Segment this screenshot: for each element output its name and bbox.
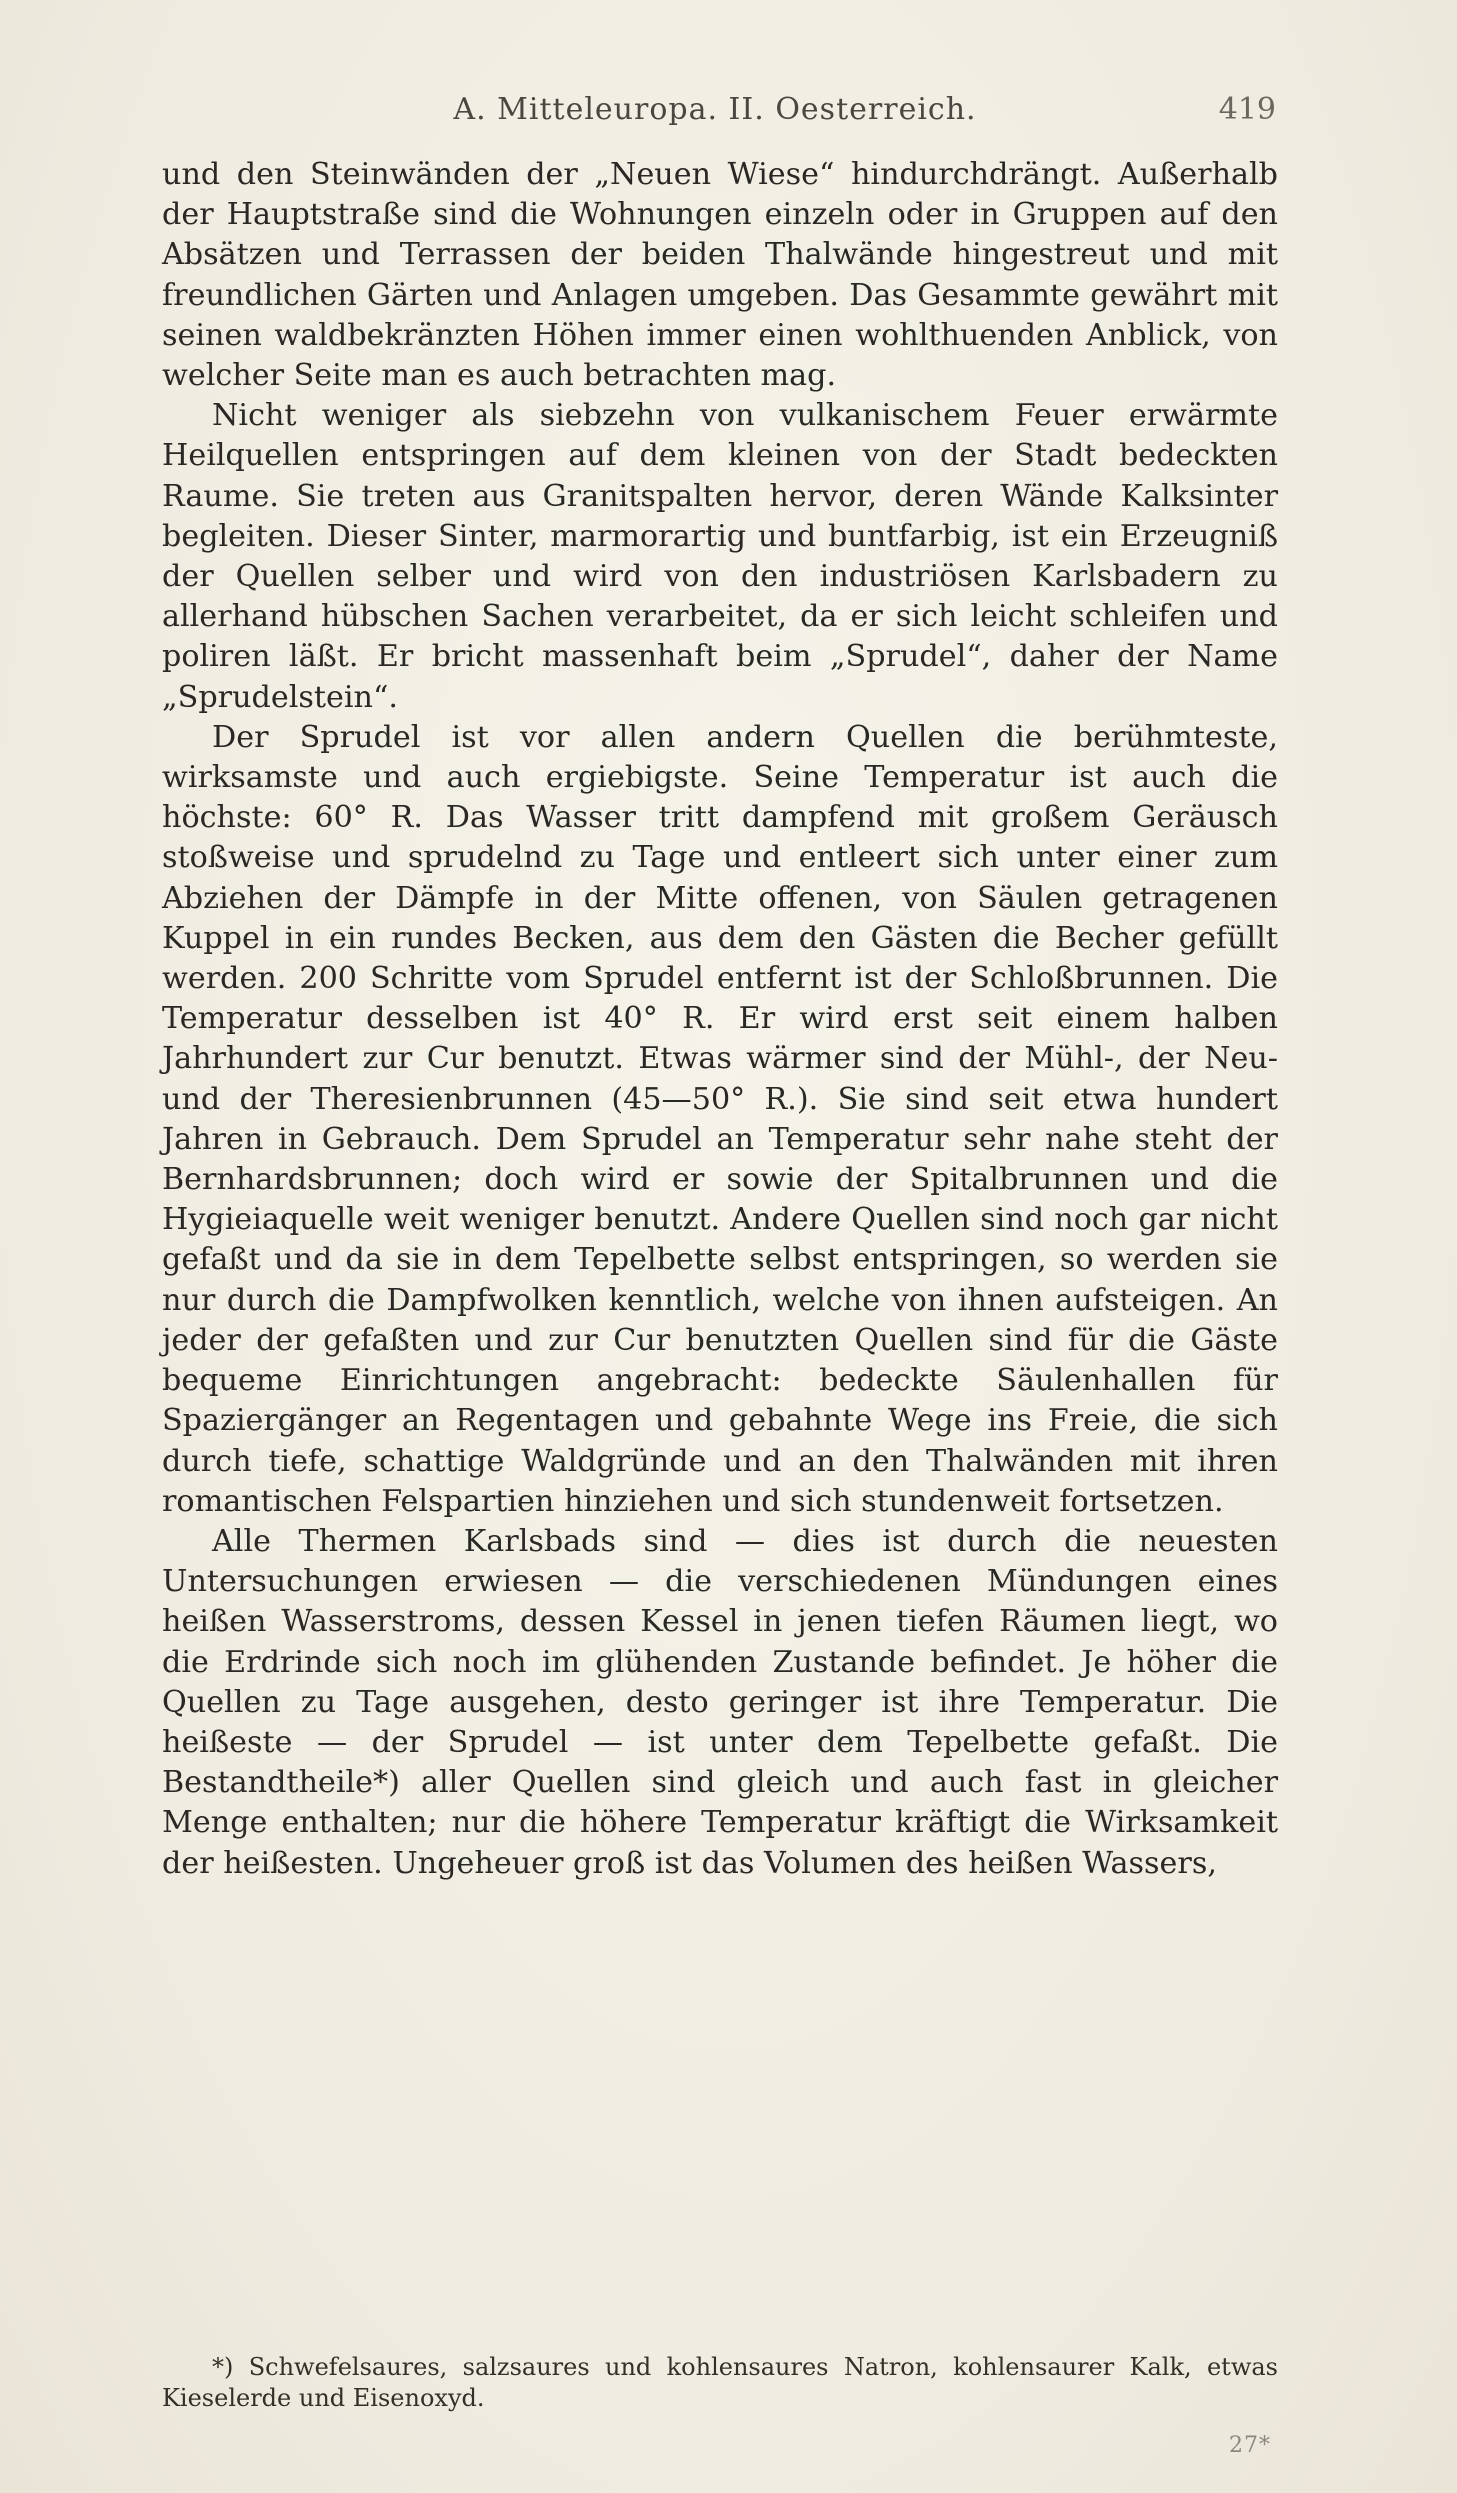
- body-text: [162, 155, 1278, 1884]
- paragraph-4: Alle Thermen Karlsbads sind — dies ist durch die neuesten Untersuchungen erwiesen — die verschiedenen Mündungen eines heißen Wasserstroms, dessen Kessel in jenen tiefen Räumen liegt, wo die Erdrinde sich noch im glühenden Zustande befindet. Je höher die Quellen zu Tage ausgehen, desto geringer ist ihre Temperatur. Die heißeste — der Sprudel — ist unter dem Tepelbette gefaßt. Die Bestandtheile*) aller Quellen sind gleich und auch fast in gleicher Menge enthalten; nur die höhere Temperatur kräftigt die Wirksamkeit der heißesten. Ungeheuer groß ist das Volumen des heißen Wassers,: [162, 1523, 1278, 1881]
- footnote-text: *) Schwefelsaures, salzsaures und kohlensaures Natron, kohlensaurer Kalk, etwas Kieselerde und Eisenoxyd.: [162, 2353, 1278, 2412]
- page-number: 419: [1218, 92, 1276, 127]
- paragraph-3: Der Sprudel ist vor allen andern Quellen die berühmteste, wirksamste und auch ergiebigste. Seine Temperatur ist auch die höchste: 60° R. Das Wasser tritt dampfend mit großem Geräusch stoßweise und sprudelnd zu Tage und entleert sich unter einer zum Abziehen der Dämpfe in der Mitte offenen, von Säulen getragenen Kuppel in ein rundes Becken, aus dem den Gästen die Becher gefüllt werden. 200 Schritte vom Sprudel entfernt ist der Schloßbrunnen. Die Temperatur desselben ist 40° R. Er wird erst seit einem halben Jahrhundert zur Cur benutzt. Etwas wärmer sind der Mühl-, der Neu- und der Theresienbrunnen (45—50° R.). Sie sind seit etwa hundert Jahren in Gebrauch. Dem Sprudel an Temperatur sehr nahe steht der Bernhardsbrunnen; doch wird er sowie der Spitalbrunnen und die Hygieiaquelle weit weniger benutzt. Andere Quellen sind noch gar nicht gefaßt und da sie in dem Tepelbette selbst entspringen, so werden sie nur durch die Dampfwolken kenntlich, welche von ihnen aufsteigen. An jeder der gefaßten und zur Cur benutzten Quellen sind für die Gäste bequeme Einrichtungen angebracht: bedeckte Säulenhallen für Spaziergänger an Regentagen und gebahnte Wege ins Freie, die sich durch tiefe, schattige Waldgründe und an den Thalwänden mit ihren romantischen Felspartien hinziehen und sich stundenweit fortsetzen.: [162, 719, 1278, 1519]
- footnote: [162, 2352, 1278, 2414]
- paragraph-1: und den Steinwänden der „Neuen Wiese“ hindurchdrängt. Außerhalb der Hauptstraße sind die Wohnungen einzeln oder in Gruppen auf den Absätzen und Terrassen der beiden Thalwände hingestreut und mit freundlichen Gärten und Anlagen umgeben. Das Gesammte gewährt mit seinen waldbekränzten Höhen immer einen wohlthuenden Anblick, von welcher Seite man es auch betrachten mag.: [162, 157, 1278, 394]
- paragraph-2: Nicht weniger als siebzehn von vulkanischem Feuer erwärmte Heilquellen entspringen auf dem kleinen von der Stadt bedeckten Raume. Sie treten aus Granitspalten hervor, deren Wände Kalksinter begleiten. Dieser Sinter, marmorartig und buntfarbig, ist ein Erzeugniß der Quellen selber und wird von den industriösen Karlsbadern zu allerhand hübschen Sachen verarbeitet, da er sich leicht schleifen und poliren läßt. Er bricht massenhaft beim „Sprudel“, daher der Name „Sprudelstein“.: [162, 398, 1278, 715]
- signature-mark: 27*: [1229, 2433, 1271, 2458]
- running-title: A. Mitteleuropa. II. Oesterreich.: [453, 92, 977, 127]
- running-head: [160, 92, 1276, 132]
